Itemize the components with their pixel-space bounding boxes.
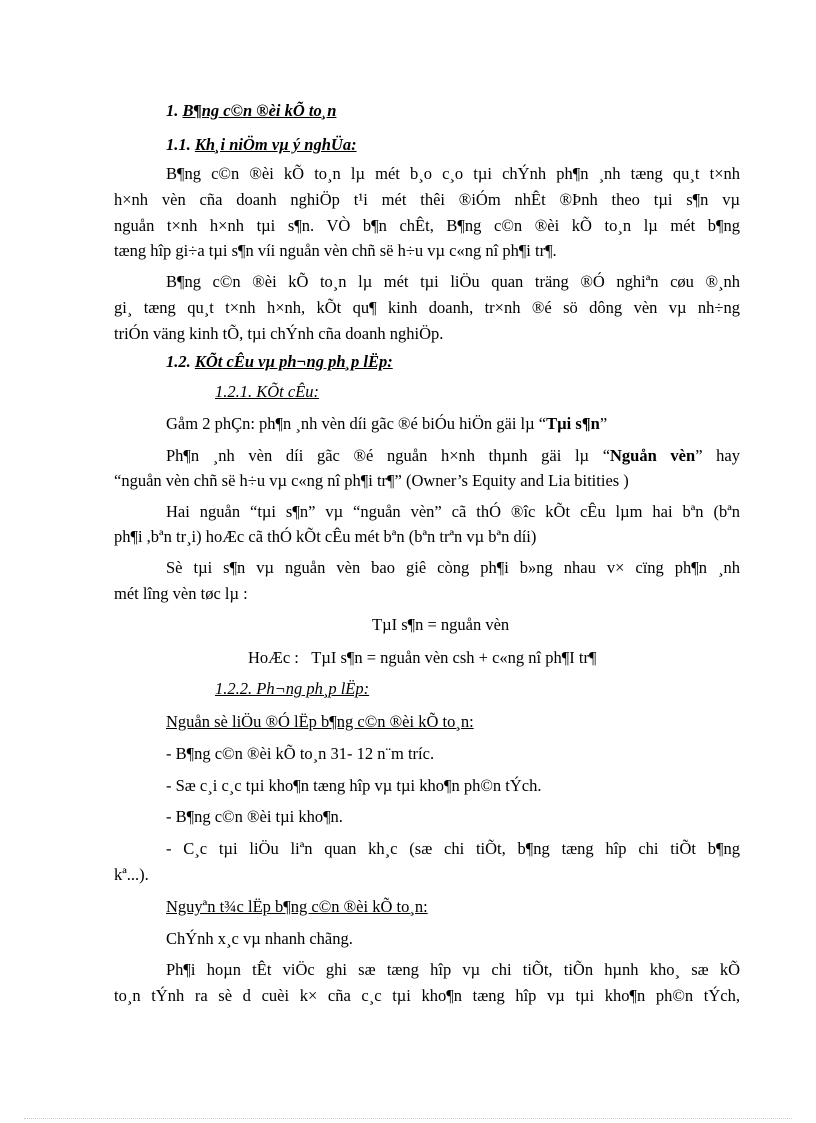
heading-1-number: 1. [166, 101, 179, 120]
bold-term-nguon-von: Nguån vèn [610, 446, 696, 465]
sources-title: Nguån sè liÖu ®Ó lËp b¶ng c©n ®èi kÕ to¸n: [166, 712, 474, 731]
principles-title: Nguyªn t¾c lËp b¶ng c©n ®èi kÕ to¸n: [166, 897, 428, 916]
paragraph-text: ” [599, 414, 608, 433]
paragraph-line: Hai nguån “tµi s¶n” vµ “nguån vèn” cã thÓ ®îc kÕt cÊu lµm hai bªn (bªn [166, 502, 740, 521]
paragraph-line: B¶ng c©n ®èi kÕ to¸n lµ mét tµi liÖu quan träng ®Ó nghiªn cøu ®¸nh [166, 272, 740, 291]
paragraph-line: mét lîng vèn tøc lµ : [114, 584, 248, 603]
paragraph-line: ph¶i ,bªn tr¸i) hoÆc cã thÓ kÕt cÊu mét bªn (bªn trªn vµ bªn díi) [114, 527, 537, 546]
heading-1-2-1: 1.2.1. KÕt cÊu: [215, 382, 320, 401]
paragraph-text: Gåm 2 phÇn: ph¶n ¸nh vèn díi gãc ®é biÓu hiÖn gäi lµ “ [166, 414, 547, 433]
heading-1-2-2 [215, 678, 369, 700]
paragraph-line: triÓn väng kinh tÕ, tµi chÝnh cña doanh nghiÖp. [114, 324, 444, 343]
heading-1-2-title: KÕt cÊu vµ ph¬ng ph¸p lËp: [194, 352, 393, 371]
heading-1-2 [166, 351, 393, 373]
heading-1-2-number: 1.2. [166, 352, 191, 371]
equation-2 [248, 647, 596, 669]
equation-2-text: TµI s¶n = nguån vèn csh + c«ng nî ph¶I tr¶ [311, 648, 597, 667]
list-item: - Sæ c¸i c¸c tµi kho¶n tæng hîp vµ tµi kho¶n ph©n tÝch. [166, 776, 542, 795]
paragraph-line: Ph¶i hoµn tÊt viÖc ghi sæ tæng hîp vµ chi tiÕt, tiÕn hµnh kho¸ sæ kÕ [166, 960, 740, 979]
paragraph-line: nguån t×nh h×nh tµi s¶n. VÒ b¶n chÊt, B¶ng c©n ®èi kÕ to¸n lµ mét b¶ng [114, 216, 740, 235]
heading-1-2-2-title: 1.2.2. Ph¬ng ph¸p lËp: [215, 679, 370, 698]
page-bottom-divider [24, 1118, 792, 1119]
list-item: - B¶ng c©n ®èi tµi kho¶n. [166, 807, 343, 826]
paragraph-line: to¸n tÝnh ra sè d cuèi k× cña c¸c tµi kho¶n tæng hîp vµ tµi kho¶n ph©n tÝch, [114, 986, 740, 1005]
heading-1-1 [166, 134, 357, 156]
paragraph-line: h×nh vèn cña doanh nghiÖp t¹i mét thêi ®iÓm nhÊt ®Þnh theo tµi s¶n vµ [114, 190, 740, 209]
paragraph-line: tæng hîp gi÷a tµi s¶n víi nguån vèn chñ së h÷u vµ c«ng nî ph¶i tr¶. [114, 241, 557, 260]
heading-1-title: B¶ng c©n ®èi kÕ to¸n [182, 101, 337, 120]
list-item: - B¶ng c©n ®èi kÕ to¸n 31- 12 n¨m tríc. [166, 744, 435, 763]
equation-1: TµI s¶n = nguån vèn [372, 615, 510, 634]
paragraph-line: Sè tµi s¶n vµ nguån vèn bao giê còng ph¶i b»ng nhau v× cïng ph¶n ¸nh [166, 558, 740, 577]
heading-1-1-title: Kh¸i niÖm vµ ý nghÜa: [194, 135, 357, 154]
list-item: kª...). [114, 865, 149, 884]
equation-2-label: HoÆc : [248, 648, 299, 667]
paragraph-text: ” hay [695, 446, 740, 465]
list-item: ChÝnh x¸c vµ nhanh chãng. [166, 929, 353, 948]
paragraph-line: “nguån vèn chñ së h÷u vµ c«ng nî ph¶i tr¶” (Owner’s Equity and Lia bitities ) [114, 471, 629, 490]
paragraph-line [166, 413, 607, 435]
paragraph-line: gi¸ tæng qu¸t t×nh h×nh, kÕt qu¶ kinh doanh, tr×nh ®é sö dông vèn vµ nh÷ng [114, 298, 740, 317]
paragraph-text: Ph¶n ¸nh vèn díi gãc ®é nguån h×nh thµnh gäi lµ “ [166, 446, 611, 465]
paragraph-line: B¶ng c©n ®èi kÕ to¸n lµ mét b¸o c¸o tµi chÝnh ph¶n ¸nh tæng qu¸t t×nh [166, 164, 740, 183]
bold-term-tai-san: Tµi s¶n [546, 414, 600, 433]
heading-1-1-number: 1.1. [166, 135, 191, 154]
paragraph-line [166, 445, 740, 467]
list-item: - C¸c tµi liÖu liªn quan kh¸c (sæ chi tiÕt, b¶ng tæng hîp chi tiÕt b¶ng [166, 839, 740, 858]
heading-1 [166, 100, 336, 122]
